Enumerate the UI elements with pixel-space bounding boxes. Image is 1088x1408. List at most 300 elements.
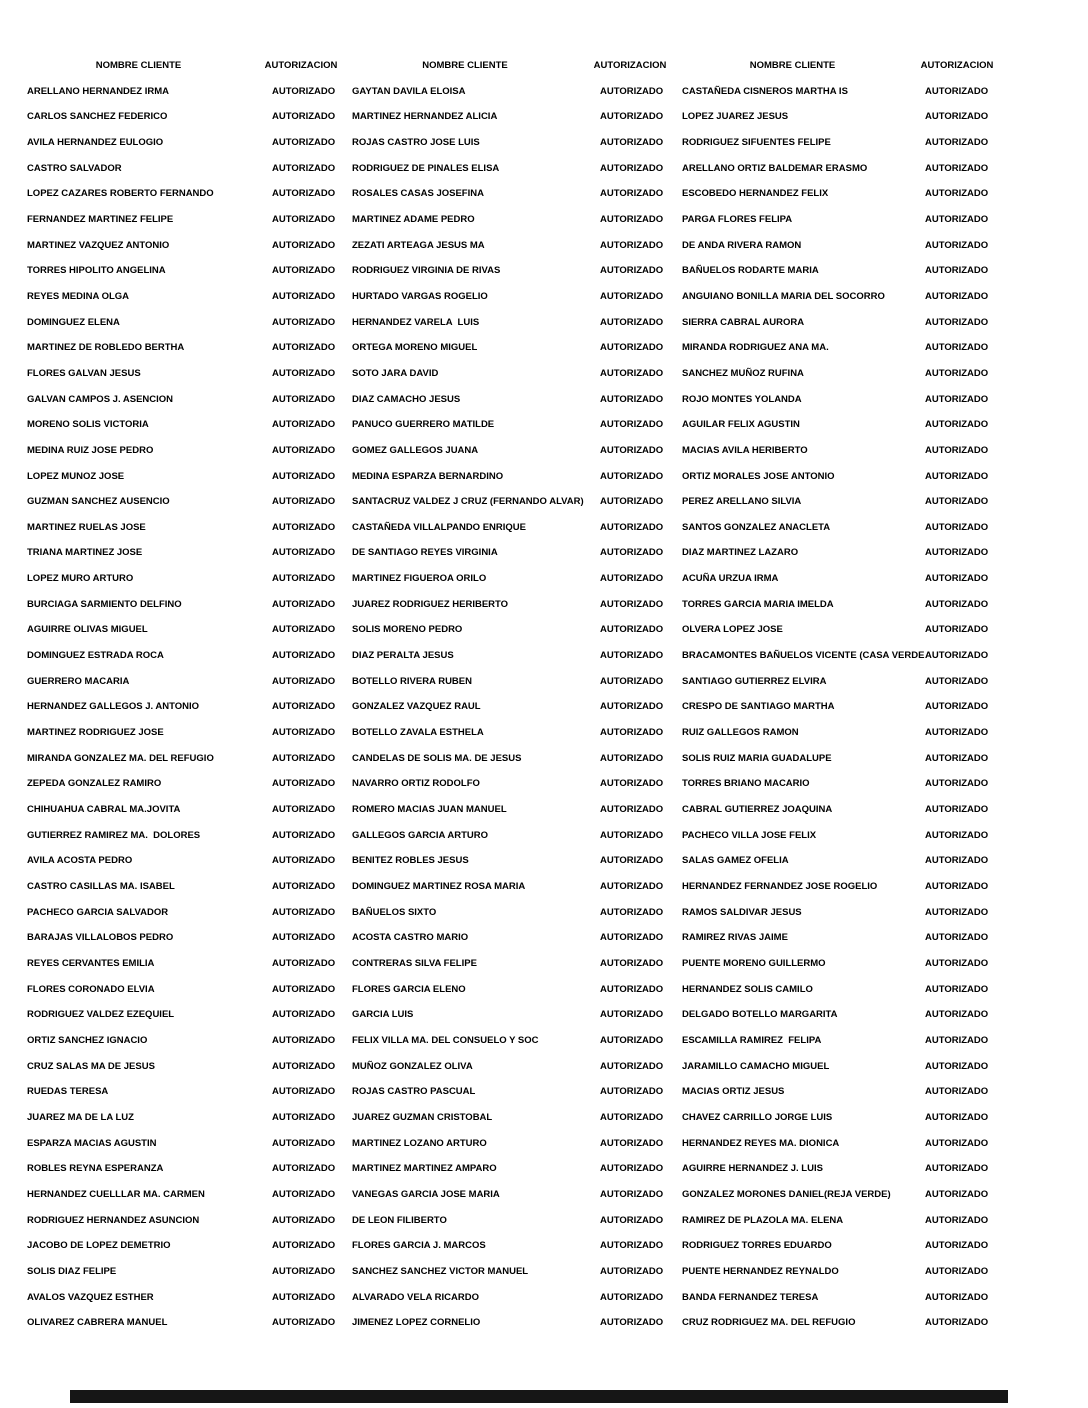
authorization-cell: AUTORIZADO	[925, 136, 989, 148]
client-name-cell: RAMIREZ RIVAS JAIME	[682, 932, 788, 944]
authorization-cell: AUTORIZADO	[925, 1265, 989, 1277]
client-name-cell: RODRIGUEZ TORRES EDUARDO	[682, 1240, 832, 1252]
client-name-cell: ROMERO MACIAS JUAN MANUEL	[352, 804, 507, 816]
authorization-cell: AUTORIZADO	[272, 111, 336, 123]
authorization-cell: AUTORIZADO	[272, 367, 336, 379]
client-name-cell: AVILA HERNANDEZ EULOGIO	[27, 136, 164, 148]
authorization-cell: AUTORIZADO	[272, 906, 336, 918]
client-name-cell: PARGA FLORES FELIPA	[682, 213, 793, 225]
authorization-cell: AUTORIZADO	[600, 1009, 664, 1021]
authorization-cell: AUTORIZADO	[600, 983, 664, 995]
authorization-cell: AUTORIZADO	[272, 521, 336, 533]
client-name-cell: REYES MEDINA OLGA	[27, 290, 130, 302]
authorization-cell: AUTORIZADO	[925, 393, 989, 405]
authorization-cell: AUTORIZADO	[272, 547, 336, 559]
authorization-cell: AUTORIZADO	[925, 983, 989, 995]
authorization-cell: AUTORIZADO	[600, 804, 664, 816]
client-name-cell: GUZMAN SANCHEZ AUSENCIO	[27, 496, 170, 508]
authorization-cell: AUTORIZADO	[925, 855, 989, 867]
authorization-cell: AUTORIZADO	[600, 957, 664, 969]
client-name-cell: HERNANDEZ CUELLLAR MA. CARMEN	[27, 1188, 205, 1200]
client-name-cell: JUAREZ RODRIGUEZ HERIBERTO	[352, 598, 509, 610]
authorization-cell: AUTORIZADO	[600, 290, 664, 302]
authorization-cell: AUTORIZADO	[600, 367, 664, 379]
client-name-cell: DE LEON FILIBERTO	[352, 1214, 447, 1226]
authorization-cell: AUTORIZADO	[272, 1086, 336, 1098]
client-name-cell: ROBLES REYNA ESPERANZA	[27, 1163, 164, 1175]
client-name-cell: ALVARADO VELA RICARDO	[352, 1291, 480, 1303]
client-name-cell: ARELLANO HERNANDEZ IRMA	[27, 85, 169, 97]
client-name-cell: BENITEZ ROBLES JESUS	[352, 855, 469, 867]
authorization-cell: AUTORIZADO	[600, 470, 664, 482]
authorization-cell: AUTORIZADO	[925, 419, 989, 431]
authorization-cell: AUTORIZADO	[925, 1291, 989, 1303]
client-name-cell: DIAZ CAMACHO JESUS	[352, 393, 461, 405]
authorization-cell: AUTORIZADO	[925, 265, 989, 277]
client-name-cell: PANUCO GUERRERO MATILDE	[352, 419, 495, 431]
client-name-cell: VANEGAS GARCIA JOSE MARIA	[352, 1188, 500, 1200]
client-name-cell: CASTRO SALVADOR	[27, 162, 122, 174]
client-name-cell: JACOBO DE LOPEZ DEMETRIO	[27, 1240, 171, 1252]
authorization-cell: AUTORIZADO	[600, 855, 664, 867]
authorization-cell: AUTORIZADO	[925, 829, 989, 841]
client-name-cell: DE ANDA RIVERA RAMON	[682, 239, 802, 251]
authorization-cell: AUTORIZADO	[600, 239, 664, 251]
client-name-cell: CRUZ RODRIGUEZ MA. DEL REFUGIO	[682, 1317, 856, 1329]
authorization-cell: AUTORIZADO	[272, 650, 336, 662]
client-name-cell: CRESPO DE SANTIAGO MARTHA	[682, 701, 835, 713]
client-name-cell: RAMIREZ DE PLAZOLA MA. ELENA	[682, 1214, 844, 1226]
client-name-cell: SIERRA CABRAL AURORA	[682, 316, 805, 328]
client-name-cell: CHIHUAHUA CABRAL MA.JOVITA	[27, 804, 181, 816]
client-name-cell: TORRES HIPOLITO ANGELINA	[27, 265, 166, 277]
client-name-cell: BANDA FERNANDEZ TERESA	[682, 1291, 819, 1303]
client-name-cell: AVILA ACOSTA PEDRO	[27, 855, 133, 867]
authorization-cell: AUTORIZADO	[925, 239, 989, 251]
client-name-cell: AGUIRRE HERNANDEZ J. LUIS	[682, 1163, 823, 1175]
authorization-cell: AUTORIZADO	[600, 701, 664, 713]
authorization-cell: AUTORIZADO	[600, 932, 664, 944]
authorization-cell: AUTORIZADO	[600, 136, 664, 148]
client-name-cell: MARTINEZ FIGUEROA ORILO	[352, 573, 487, 585]
client-name-cell: CHAVEZ CARRILLO JORGE LUIS	[682, 1111, 833, 1123]
client-name-cell: JUAREZ MA DE LA LUZ	[27, 1111, 134, 1123]
client-name-cell: MEDINA RUIZ JOSE PEDRO	[27, 444, 154, 456]
client-name-cell: ORTEGA MORENO MIGUEL	[352, 342, 478, 354]
client-name-cell: SANTIAGO GUTIERREZ ELVIRA	[682, 675, 827, 687]
client-name-cell: MIRANDA GONZALEZ MA. DEL REFUGIO	[27, 752, 214, 764]
client-name-cell: DOMINGUEZ ELENA	[27, 316, 120, 328]
client-name-cell: MARTINEZ MARTINEZ AMPARO	[352, 1163, 497, 1175]
authorization-cell: AUTORIZADO	[600, 342, 664, 354]
column-header-autorizacion: AUTORIZACION	[593, 60, 667, 71]
client-name-cell: CABRAL GUTIERREZ JOAQUINA	[682, 804, 833, 816]
authorization-cell: AUTORIZADO	[600, 162, 664, 174]
client-name-cell: BAÑUELOS RODARTE MARIA	[682, 265, 819, 277]
client-name-cell: JIMENEZ LOPEZ CORNELIO	[352, 1317, 481, 1329]
client-name-cell: CARLOS SANCHEZ FEDERICO	[27, 111, 168, 123]
authorization-cell: AUTORIZADO	[925, 342, 989, 354]
authorization-cell: AUTORIZADO	[925, 367, 989, 379]
authorization-cell: AUTORIZADO	[272, 829, 336, 841]
authorization-cell: AUTORIZADO	[272, 881, 336, 892]
client-name-cell: OLVERA LOPEZ JOSE	[682, 624, 783, 636]
client-name-cell: RUIZ GALLEGOS RAMON	[682, 727, 799, 739]
authorization-cell: AUTORIZADO	[272, 1137, 336, 1149]
authorization-cell: AUTORIZADO	[925, 85, 989, 97]
authorization-cell: AUTORIZADO	[272, 85, 336, 97]
authorization-cell: AUTORIZADO	[925, 778, 989, 790]
authorization-cell: AUTORIZADO	[600, 188, 664, 200]
authorization-cell: AUTORIZADO	[600, 675, 664, 687]
client-name-cell: ZEPEDA GONZALEZ RAMIRO	[27, 778, 162, 790]
column-header-nombre-cliente: NOMBRE CLIENTE	[749, 60, 836, 71]
authorization-cell: AUTORIZADO	[272, 393, 336, 405]
client-name-cell: MIRANDA RODRIGUEZ ANA MA.	[682, 342, 829, 354]
client-name-cell: HERNANDEZ REYES MA. DIONICA	[682, 1137, 840, 1149]
client-name-cell: BARAJAS VILLALOBOS PEDRO	[27, 932, 174, 944]
authorization-cell: AUTORIZADO	[272, 290, 336, 302]
authorization-cell: AUTORIZADO	[600, 393, 664, 405]
authorization-cell: AUTORIZADO	[272, 1009, 336, 1021]
authorization-cell: AUTORIZADO	[272, 496, 336, 508]
authorization-cell: AUTORIZADO	[600, 1060, 664, 1072]
client-name-cell: LOPEZ CAZARES ROBERTO FERNANDO	[27, 188, 214, 200]
authorization-cell: AUTORIZADO	[925, 1240, 989, 1252]
authorization-cell: AUTORIZADO	[925, 932, 989, 944]
authorization-cell: AUTORIZADO	[925, 316, 989, 328]
authorization-cell: AUTORIZADO	[272, 1111, 336, 1123]
authorization-cell: AUTORIZADO	[925, 1137, 989, 1149]
client-name-cell: BAÑUELOS SIXTO	[352, 906, 437, 918]
client-name-cell: BRACAMONTES BAÑUELOS VICENTE (CASA VERDE	[682, 650, 925, 662]
client-name-cell: PACHECO VILLA JOSE FELIX	[682, 829, 817, 841]
column-header-autorizacion: AUTORIZACION	[920, 60, 994, 71]
client-name-cell: SANCHEZ MUÑOZ RUFINA	[682, 367, 804, 379]
client-name-cell: GAYTAN DAVILA ELOISA	[352, 85, 466, 97]
client-name-cell: LOPEZ JUAREZ JESUS	[682, 111, 789, 123]
authorization-cell: AUTORIZADO	[272, 932, 336, 944]
authorization-cell: AUTORIZADO	[600, 598, 664, 610]
authorization-cell: AUTORIZADO	[600, 1111, 664, 1123]
client-name-cell: SANTACRUZ VALDEZ J CRUZ (FERNANDO ALVAR)	[352, 496, 584, 508]
client-name-cell: ROJAS CASTRO PASCUAL	[352, 1086, 476, 1098]
client-name-cell: CASTAÑEDA CISNEROS MARTHA IS	[682, 85, 848, 97]
authorization-cell: AUTORIZADO	[272, 470, 336, 482]
client-name-cell: TRIANA MARTINEZ JOSE	[27, 547, 143, 559]
authorization-cell: AUTORIZADO	[600, 496, 664, 508]
authorization-cell: AUTORIZADO	[272, 1188, 336, 1200]
authorization-cell: AUTORIZADO	[272, 316, 336, 328]
authorization-cell: AUTORIZADO	[272, 136, 336, 148]
authorization-cell: AUTORIZADO	[600, 1163, 664, 1175]
client-name-cell: CONTRERAS SILVA FELIPE	[352, 957, 477, 969]
client-name-cell: ROJAS CASTRO JOSE LUIS	[352, 136, 480, 148]
authorization-cell: AUTORIZADO	[272, 675, 336, 687]
authorization-cell: AUTORIZADO	[272, 752, 336, 764]
authorization-cell: AUTORIZADO	[600, 778, 664, 790]
authorization-cell: AUTORIZADO	[272, 342, 336, 354]
client-name-cell: HERNANDEZ FERNANDEZ JOSE ROGELIO	[682, 881, 878, 892]
client-name-cell: FLORES GALVAN JESUS	[27, 367, 141, 379]
authorization-cell: AUTORIZADO	[272, 1240, 336, 1252]
authorization-cell: AUTORIZADO	[272, 188, 336, 200]
client-name-cell: MARTINEZ VAZQUEZ ANTONIO	[27, 239, 170, 251]
client-name-cell: AGUILAR FELIX AGUSTIN	[682, 419, 800, 431]
client-name-cell: HERNANDEZ SOLIS CAMILO	[682, 983, 813, 995]
client-name-cell: ESPARZA MACIAS AGUSTIN	[27, 1137, 157, 1149]
authorization-cell: AUTORIZADO	[272, 1034, 336, 1046]
client-name-cell: CASTRO CASILLAS MA. ISABEL	[27, 881, 175, 892]
authorization-cell: AUTORIZADO	[925, 111, 989, 123]
authorization-cell: AUTORIZADO	[600, 650, 664, 662]
client-name-cell: NAVARRO ORTIZ RODOLFO	[352, 778, 480, 790]
client-name-cell: DOMINGUEZ MARTINEZ ROSA MARIA	[352, 881, 526, 892]
authorization-cell: AUTORIZADO	[600, 752, 664, 764]
authorization-cell: AUTORIZADO	[600, 111, 664, 123]
client-name-cell: CRUZ SALAS MA DE JESUS	[27, 1060, 155, 1072]
client-name-cell: MACIAS AVILA HERIBERTO	[682, 444, 808, 456]
client-name-cell: PACHECO GARCIA SALVADOR	[27, 906, 169, 918]
client-name-cell: RODRIGUEZ SIFUENTES FELIPE	[682, 136, 831, 148]
client-name-cell: BOTELLO RIVERA RUBEN	[352, 675, 472, 687]
client-name-cell: RODRIGUEZ DE PINALES ELISA	[352, 162, 500, 174]
authorization-cell: AUTORIZADO	[272, 1291, 336, 1303]
authorization-cell: AUTORIZADO	[925, 470, 989, 482]
client-name-cell: FLORES GARCIA J. MARCOS	[352, 1240, 486, 1252]
client-name-cell: DELGADO BOTELLO MARGARITA	[682, 1009, 838, 1021]
authorization-cell: AUTORIZADO	[600, 265, 664, 277]
client-name-cell: ARELLANO ORTIZ BALDEMAR ERASMO	[682, 162, 868, 174]
authorization-cell: AUTORIZADO	[272, 1317, 336, 1329]
authorization-cell: AUTORIZADO	[272, 624, 336, 636]
client-name-cell: AVALOS VAZQUEZ ESTHER	[27, 1291, 154, 1303]
authorization-cell: AUTORIZADO	[600, 1188, 664, 1200]
client-name-cell: MARTINEZ RUELAS JOSE	[27, 521, 146, 533]
client-name-cell: LOPEZ MUNOZ JOSE	[27, 470, 125, 482]
client-name-cell: ACOSTA CASTRO MARIO	[352, 932, 469, 944]
authorization-cell: AUTORIZADO	[600, 881, 664, 892]
client-name-cell: SOTO JARA DAVID	[352, 367, 439, 379]
authorization-cell: AUTORIZADO	[925, 804, 989, 816]
client-authorization-table	[27, 58, 1017, 1341]
client-name-cell: SOLIS MORENO PEDRO	[352, 624, 463, 636]
client-name-cell: RODRIGUEZ VIRGINIA DE RIVAS	[352, 265, 501, 277]
authorization-cell: AUTORIZADO	[600, 1214, 664, 1226]
authorization-cell: AUTORIZADO	[925, 727, 989, 739]
authorization-cell: AUTORIZADO	[272, 804, 336, 816]
client-name-cell: ZEZATI ARTEAGA JESUS MA	[352, 239, 485, 251]
authorization-cell: AUTORIZADO	[272, 727, 336, 739]
client-name-cell: JUAREZ GUZMAN CRISTOBAL	[352, 1111, 493, 1123]
authorization-cell: AUTORIZADO	[272, 701, 336, 713]
authorization-cell: AUTORIZADO	[925, 1086, 989, 1098]
authorization-cell: AUTORIZADO	[272, 162, 336, 174]
authorization-cell: AUTORIZADO	[925, 598, 989, 610]
client-name-cell: HURTADO VARGAS ROGELIO	[352, 290, 488, 302]
authorization-cell: AUTORIZADO	[925, 213, 989, 225]
client-name-cell: GOMEZ GALLEGOS JUANA	[352, 444, 479, 456]
client-name-cell: ORTIZ SANCHEZ IGNACIO	[27, 1034, 148, 1046]
authorization-cell: AUTORIZADO	[600, 85, 664, 97]
authorization-cell: AUTORIZADO	[272, 419, 336, 431]
authorization-cell: AUTORIZADO	[272, 444, 336, 456]
authorization-cell: AUTORIZADO	[600, 444, 664, 456]
client-name-cell: PUENTE MORENO GUILLERMO	[682, 957, 826, 969]
authorization-cell: AUTORIZADO	[600, 829, 664, 841]
authorization-cell: AUTORIZADO	[600, 1137, 664, 1149]
client-name-cell: DIAZ PERALTA JESUS	[352, 650, 454, 662]
client-name-cell: DIAZ MARTINEZ LAZARO	[682, 547, 799, 559]
authorization-cell: AUTORIZADO	[600, 906, 664, 918]
client-name-cell: MARTINEZ LOZANO ARTURO	[352, 1137, 487, 1149]
client-name-cell: ROJO MONTES YOLANDA	[682, 393, 802, 405]
client-name-cell: MARTINEZ RODRIGUEZ JOSE	[27, 727, 164, 739]
authorization-cell: AUTORIZADO	[925, 906, 989, 918]
client-name-cell: MACIAS ORTIZ JESUS	[682, 1086, 785, 1098]
authorization-cell: AUTORIZADO	[600, 1291, 664, 1303]
client-name-cell: ORTIZ MORALES JOSE ANTONIO	[682, 470, 835, 482]
authorization-cell: AUTORIZADO	[925, 701, 989, 713]
authorization-cell: AUTORIZADO	[272, 573, 336, 585]
authorization-cell: AUTORIZADO	[600, 727, 664, 739]
client-name-cell: RODRIGUEZ HERNANDEZ ASUNCION	[27, 1214, 200, 1226]
authorization-cell: AUTORIZADO	[925, 290, 989, 302]
authorization-cell: AUTORIZADO	[272, 778, 336, 790]
authorization-cell: AUTORIZADO	[925, 881, 989, 892]
authorization-cell: AUTORIZADO	[272, 598, 336, 610]
authorization-cell: AUTORIZADO	[925, 1317, 989, 1329]
authorization-cell: AUTORIZADO	[600, 1086, 664, 1098]
authorization-cell: AUTORIZADO	[925, 573, 989, 585]
authorization-cell: AUTORIZADO	[925, 444, 989, 456]
authorization-cell: AUTORIZADO	[925, 624, 989, 636]
client-name-cell: MUÑOZ GONZALEZ OLIVA	[352, 1060, 473, 1072]
authorization-cell: AUTORIZADO	[272, 239, 336, 251]
client-name-cell: ACUÑA URZUA IRMA	[682, 573, 779, 585]
client-name-cell: TORRES BRIANO MACARIO	[682, 778, 810, 790]
client-name-cell: RUEDAS TERESA	[27, 1086, 109, 1098]
authorization-cell: AUTORIZADO	[272, 957, 336, 969]
client-name-cell: BOTELLO ZAVALA ESTHELA	[352, 727, 484, 739]
authorization-cell: AUTORIZADO	[925, 1009, 989, 1021]
authorization-cell: AUTORIZADO	[600, 419, 664, 431]
client-name-cell: HERNANDEZ GALLEGOS J. ANTONIO	[27, 701, 200, 713]
client-name-cell: LOPEZ MURO ARTURO	[27, 573, 134, 585]
client-name-cell: SANTOS GONZALEZ ANACLETA	[682, 521, 831, 533]
client-name-cell: AGUIRRE OLIVAS MIGUEL	[27, 624, 148, 636]
column-header-nombre-cliente: NOMBRE CLIENTE	[95, 60, 182, 71]
client-name-cell: OLIVAREZ CABRERA MANUEL	[27, 1317, 168, 1329]
client-name-cell: RAMOS SALDIVAR JESUS	[682, 906, 802, 918]
client-name-cell: CASTAÑEDA VILLALPANDO ENRIQUE	[352, 521, 526, 533]
authorization-cell: AUTORIZADO	[600, 316, 664, 328]
authorization-cell: AUTORIZADO	[925, 1163, 989, 1175]
authorization-cell: AUTORIZADO	[600, 213, 664, 225]
authorization-cell: AUTORIZADO	[925, 1188, 989, 1200]
authorization-cell: AUTORIZADO	[600, 1240, 664, 1252]
client-name-cell: SOLIS DIAZ FELIPE	[27, 1265, 117, 1277]
authorization-cell: AUTORIZADO	[272, 1060, 336, 1072]
client-name-cell: MORENO SOLIS VICTORIA	[27, 419, 149, 431]
authorization-cell: AUTORIZADO	[272, 1214, 336, 1226]
authorization-cell: AUTORIZADO	[925, 496, 989, 508]
client-name-cell: PUENTE HERNANDEZ REYNALDO	[682, 1265, 839, 1277]
authorization-cell: AUTORIZADO	[925, 1111, 989, 1123]
client-name-cell: TORRES GARCIA MARIA IMELDA	[682, 598, 834, 610]
authorization-cell: AUTORIZADO	[925, 675, 989, 687]
client-name-cell: JARAMILLO CAMACHO MIGUEL	[682, 1060, 830, 1072]
client-name-cell: GONZALEZ MORONES DANIEL(REJA VERDE)	[682, 1188, 891, 1200]
authorization-cell: AUTORIZADO	[272, 855, 336, 867]
client-name-cell: REYES CERVANTES EMILIA	[27, 957, 155, 969]
bottom-bar	[70, 1390, 1008, 1403]
authorization-cell: AUTORIZADO	[925, 650, 989, 662]
authorization-cell: AUTORIZADO	[600, 521, 664, 533]
authorization-cell: AUTORIZADO	[600, 624, 664, 636]
authorization-cell: AUTORIZADO	[600, 547, 664, 559]
authorization-cell: AUTORIZADO	[925, 521, 989, 533]
authorization-cell: AUTORIZADO	[600, 1265, 664, 1277]
client-name-cell: FLORES GARCIA ELENO	[352, 983, 466, 995]
authorization-cell: AUTORIZADO	[925, 957, 989, 969]
client-name-cell: GARCIA LUIS	[352, 1009, 414, 1021]
client-name-cell: MARTINEZ DE ROBLEDO BERTHA	[27, 342, 185, 354]
authorization-cell: AUTORIZADO	[272, 265, 336, 277]
client-name-cell: PEREZ ARELLANO SILVIA	[682, 496, 802, 508]
authorization-cell: AUTORIZADO	[272, 1163, 336, 1175]
client-name-cell: GONZALEZ VAZQUEZ RAUL	[352, 701, 481, 713]
client-name-cell: DE SANTIAGO REYES VIRGINIA	[352, 547, 498, 559]
client-name-cell: GUTIERREZ RAMIREZ MA. DOLORES	[27, 829, 201, 841]
client-name-cell: ANGUIANO BONILLA MARIA DEL SOCORRO	[682, 290, 885, 302]
client-name-cell: MEDINA ESPARZA BERNARDINO	[352, 470, 504, 482]
client-name-cell: MARTINEZ HERNANDEZ ALICIA	[352, 111, 498, 123]
client-name-cell: FELIX VILLA MA. DEL CONSUELO Y SOC	[352, 1034, 539, 1046]
client-name-cell: FERNANDEZ MARTINEZ FELIPE	[27, 213, 174, 225]
authorization-cell: AUTORIZADO	[925, 188, 989, 200]
client-name-cell: ESCAMILLA RAMIREZ FELIPA	[682, 1034, 822, 1046]
client-name-cell: SOLIS RUIZ MARIA GUADALUPE	[682, 752, 832, 764]
client-name-cell: CANDELAS DE SOLIS MA. DE JESUS	[352, 752, 522, 764]
client-name-cell: BURCIAGA SARMIENTO DELFINO	[27, 598, 182, 610]
authorization-cell: AUTORIZADO	[925, 1034, 989, 1046]
authorization-cell: AUTORIZADO	[925, 162, 989, 174]
authorization-cell: AUTORIZADO	[600, 573, 664, 585]
authorization-cell: AUTORIZADO	[600, 1317, 664, 1329]
authorization-cell: AUTORIZADO	[272, 983, 336, 995]
client-name-cell: GALLEGOS GARCIA ARTURO	[352, 829, 488, 841]
authorization-cell: AUTORIZADO	[925, 1214, 989, 1226]
client-name-cell: RODRIGUEZ VALDEZ EZEQUIEL	[27, 1009, 175, 1021]
column-header-autorizacion: AUTORIZACION	[264, 60, 338, 71]
client-name-cell: FLORES CORONADO ELVIA	[27, 983, 155, 995]
client-name-cell: MARTINEZ ADAME PEDRO	[352, 213, 475, 225]
client-name-cell: GALVAN CAMPOS J. ASENCION	[27, 393, 174, 405]
column-header-nombre-cliente: NOMBRE CLIENTE	[422, 60, 508, 71]
authorization-cell: AUTORIZADO	[272, 213, 336, 225]
authorization-cell: AUTORIZADO	[600, 1034, 664, 1046]
client-name-cell: ESCOBEDO HERNANDEZ FELIX	[682, 188, 829, 200]
client-name-cell: SANCHEZ SANCHEZ VICTOR MANUEL	[352, 1265, 529, 1277]
client-name-cell: DOMINGUEZ ESTRADA ROCA	[27, 650, 164, 662]
authorization-cell: AUTORIZADO	[925, 547, 989, 559]
client-name-cell: ROSALES CASAS JOSEFINA	[352, 188, 484, 200]
client-name-cell: SALAS GAMEZ OFELIA	[682, 855, 789, 867]
client-name-cell: GUERRERO MACARIA	[27, 675, 130, 687]
authorization-cell: AUTORIZADO	[925, 1060, 989, 1072]
client-name-cell: HERNANDEZ VARELA LUIS	[352, 316, 480, 328]
